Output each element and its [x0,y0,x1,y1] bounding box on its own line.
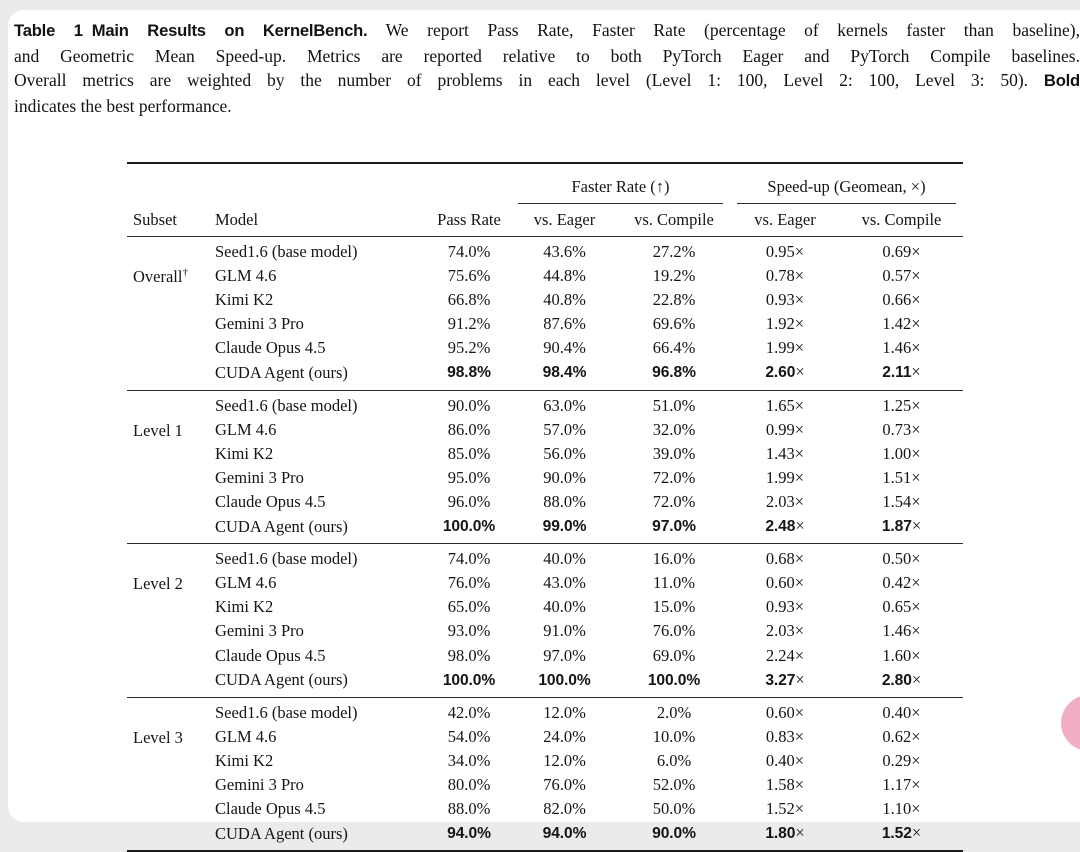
value-cell-speedup-vs-compile: 0.65× [882,597,921,617]
table-row [127,442,963,466]
table-row [127,644,963,668]
value-cell-faster-vs-compile: 16.0% [652,549,696,569]
table-row [127,466,963,490]
caption-line [14,18,1080,44]
value-cell-pass-rate: 42.0% [447,702,491,722]
column-header-row [127,204,963,237]
value-cell-faster-vs-compile: 66.4% [652,338,696,358]
value-cell-faster-vs-compile: 72.0% [652,491,696,511]
value-cell-faster-vs-compile: 97.0% [652,518,696,536]
value-cell-speedup-vs-compile: 1.25× [882,395,921,415]
value-cell-pass-rate: 94.0% [447,825,491,843]
value-cell-faster-vs-compile: 69.6% [652,314,696,334]
value-cell-speedup-vs-eager: 2.03× [765,491,805,511]
value-cell-faster-vs-eager: 99.0% [542,518,587,536]
table-row [127,237,963,265]
value-cell-pass-rate: 96.0% [447,491,491,511]
model-cell: Claude Opus 4.5 [215,338,326,358]
model-cell: GLM 4.6 [215,419,277,439]
value-cell-faster-vs-eager: 87.6% [543,314,586,334]
value-cell-speedup-vs-eager: 1.99× [765,338,805,358]
value-cell-faster-vs-eager: 82.0% [543,799,586,819]
model-cell: Seed1.6 (base model) [215,395,358,415]
value-cell-faster-vs-eager: 43.6% [543,242,586,261]
table-row [127,773,963,797]
caption-line [14,94,1080,119]
value-cell-speedup-vs-eager: 0.68× [765,549,805,569]
value-cell-faster-vs-compile: 90.0% [652,825,696,843]
value-cell-faster-vs-compile: 52.0% [652,774,696,794]
value-cell-faster-vs-compile: 2.0% [656,702,692,722]
value-cell-pass-rate: 100.0% [442,518,496,536]
table-row [127,595,963,619]
value-cell-speedup-vs-eager: 0.78× [765,266,805,286]
value-cell-pass-rate: 74.0% [447,242,491,261]
value-cell-speedup-vs-compile: 1.52× [881,823,922,843]
value-cell-speedup-vs-eager: 0.83× [765,726,805,746]
value-cell-speedup-vs-eager: 0.40× [765,750,805,770]
value-cell-speedup-vs-compile: 0.73× [882,419,921,439]
value-cell-speedup-vs-eager: 0.93× [765,290,805,310]
column-header-speedup-vs-compile: vs. Compile [840,204,963,237]
subset-block-level-3 [127,697,963,851]
model-cell: Kimi K2 [215,443,274,463]
model-cell: CUDA Agent (ours) [215,516,348,536]
value-cell-pass-rate: 34.0% [447,750,491,770]
model-cell: CUDA Agent (ours) [215,823,348,843]
value-cell-faster-vs-eager: 90.4% [543,338,586,358]
value-cell-faster-vs-eager: 90.0% [543,467,586,487]
value-cell-faster-vs-eager: 40.0% [543,549,586,569]
model-cell: Seed1.6 (base model) [215,702,358,722]
value-cell-speedup-vs-eager: 0.99× [765,419,805,439]
table-row [127,514,963,544]
value-cell-speedup-vs-eager: 2.48× [765,516,805,536]
value-cell-faster-vs-eager: 88.0% [543,491,586,511]
caption-text: We report Pass Rate, Faster Rate (percentage of kernels faster than baseline), [367,20,1080,40]
subset-cell: Overall† [133,266,188,286]
value-cell-faster-vs-compile: 11.0% [652,573,695,593]
value-cell-pass-rate: 98.8% [447,364,491,382]
value-cell-pass-rate: 76.0% [447,573,491,593]
value-cell-speedup-vs-compile: 1.46× [882,338,921,358]
value-cell-faster-vs-eager: 12.0% [543,750,586,770]
table-row [127,797,963,821]
column-header-faster-vs-eager: vs. Eager [511,204,618,237]
column-header-faster-vs-compile: vs. Compile [618,204,730,237]
value-cell-faster-vs-compile: 27.2% [652,242,696,261]
model-cell: Gemini 3 Pro [215,621,304,641]
table-row [127,390,963,418]
value-cell-faster-vs-compile: 76.0% [652,621,696,641]
table-row [127,312,963,336]
column-header-speedup-vs-eager: vs. Eager [730,204,840,237]
model-cell: Gemini 3 Pro [215,314,304,334]
value-cell-speedup-vs-compile: 0.29× [882,750,921,770]
value-cell-pass-rate: 90.0% [447,395,491,415]
value-cell-speedup-vs-eager: 1.80× [765,823,805,843]
value-cell-speedup-vs-eager: 0.60× [765,702,805,722]
table-row [127,544,963,572]
value-cell-pass-rate: 65.0% [447,597,491,617]
value-cell-speedup-vs-compile: 0.40× [882,702,921,722]
value-cell-pass-rate: 93.0% [447,621,491,641]
group-header-spacer [127,163,511,204]
value-cell-speedup-vs-eager: 2.24× [765,645,805,665]
value-cell-pass-rate: 86.0% [447,419,491,439]
value-cell-speedup-vs-compile: 1.10× [882,799,921,819]
subset-block-level-2 [127,544,963,698]
value-cell-pass-rate: 66.8% [447,290,491,310]
table-row [127,571,963,595]
model-cell: CUDA Agent (ours) [215,670,348,690]
value-cell-speedup-vs-compile: 1.51× [882,467,921,487]
group-header: Faster Rate (↑) [511,163,730,204]
value-cell-pass-rate: 85.0% [447,443,491,463]
model-cell: Kimi K2 [215,290,274,310]
table-row [127,619,963,643]
table-row [127,264,963,288]
table-row [127,668,963,698]
value-cell-faster-vs-compile: 51.0% [652,395,696,415]
caption-bold-text: Table 1 [14,21,83,40]
value-cell-speedup-vs-compile: 0.57× [882,266,921,286]
value-cell-faster-vs-eager: 40.0% [543,597,586,617]
value-cell-speedup-vs-compile: 1.54× [882,491,921,511]
value-cell-speedup-vs-eager: 0.95× [765,242,805,261]
caption-text: Overall metrics are weighted by the number of problems in each level (Level 1: 100, Level 2: 100, Level 3: 50). [14,70,1044,91]
value-cell-speedup-vs-eager: 1.99× [765,467,805,487]
value-cell-faster-vs-eager: 43.0% [543,573,586,593]
value-cell-faster-vs-eager: 40.8% [543,290,586,310]
value-cell-speedup-vs-compile: 0.42× [882,573,921,593]
model-cell: CUDA Agent (ours) [215,362,348,382]
value-cell-speedup-vs-eager: 1.52× [765,799,805,819]
value-cell-speedup-vs-compile: 0.50× [882,549,921,569]
model-cell: Gemini 3 Pro [215,467,304,487]
value-cell-speedup-vs-eager: 3.27× [765,669,805,689]
value-cell-speedup-vs-eager: 1.65× [765,395,805,415]
table-row [127,418,963,442]
caption-text: and Geometric Mean Speed-up. Metrics are reported relative to both PyTorch Eager and PyTorch Compile baselines. [14,45,1080,66]
table-row [127,749,963,773]
value-cell-faster-vs-eager: 100.0% [538,671,591,689]
value-cell-faster-vs-eager: 91.0% [543,621,586,641]
value-cell-faster-vs-compile: 72.0% [652,467,696,487]
value-cell-pass-rate: 80.0% [447,774,491,794]
subset-block-level-1 [127,390,963,544]
value-cell-pass-rate: 91.2% [447,314,491,334]
value-cell-speedup-vs-eager: 1.58× [765,774,805,794]
caption-line [14,44,1080,69]
value-cell-faster-vs-eager: 94.0% [542,825,587,843]
value-cell-speedup-vs-compile: 1.60× [882,645,921,665]
model-cell: Claude Opus 4.5 [215,645,326,665]
value-cell-faster-vs-compile: 100.0% [647,671,701,689]
group-header-row [127,163,963,204]
subset-cell: Level 3 [133,727,183,747]
value-cell-speedup-vs-compile: 2.80× [881,669,922,689]
value-cell-speedup-vs-eager: 1.43× [765,443,805,463]
value-cell-speedup-vs-eager: 1.92× [765,314,805,334]
model-cell: Claude Opus 4.5 [215,491,326,511]
subset-block-overall [127,237,963,391]
value-cell-faster-vs-eager: 63.0% [543,395,586,415]
value-cell-speedup-vs-compile: 0.62× [882,726,921,746]
results-table [127,162,963,852]
group-header: Speed-up (Geomean, ×) [730,163,963,204]
value-cell-faster-vs-compile: 6.0% [656,750,692,770]
table-row [127,821,963,851]
table-row [127,336,963,360]
table-row [127,360,963,390]
subset-cell: Level 2 [133,574,183,594]
value-cell-faster-vs-compile: 50.0% [652,799,696,819]
model-cell: Kimi K2 [215,750,274,770]
value-cell-pass-rate: 95.2% [447,338,491,358]
value-cell-faster-vs-compile: 39.0% [652,443,696,463]
caption-bold-text: Main Results on KernelBench. [91,21,368,40]
value-cell-speedup-vs-compile: 0.66× [882,290,921,310]
value-cell-faster-vs-compile: 15.0% [652,597,696,617]
value-cell-pass-rate: 75.6% [447,266,491,286]
caption-line [14,68,1080,94]
model-cell: GLM 4.6 [215,726,277,746]
table-caption [14,18,1080,118]
model-cell: Claude Opus 4.5 [215,799,326,819]
model-cell: GLM 4.6 [215,573,277,593]
caption-bold-text: Bold [1043,71,1080,91]
value-cell-speedup-vs-compile: 0.69× [882,242,921,261]
value-cell-speedup-vs-eager: 0.60× [765,573,805,593]
model-cell: Kimi K2 [215,597,274,617]
document-page [8,10,1080,843]
column-header-pass-rate: Pass Rate [427,204,511,237]
value-cell-speedup-vs-eager: 2.03× [765,621,805,641]
value-cell-faster-vs-compile: 32.0% [652,419,696,439]
column-header-subset: Subset [127,204,215,237]
value-cell-faster-vs-compile: 22.8% [652,290,696,310]
value-cell-speedup-vs-compile: 2.11× [882,362,921,382]
value-cell-faster-vs-eager: 57.0% [543,419,586,439]
table-row [127,490,963,514]
table-row [127,697,963,725]
value-cell-faster-vs-eager: 76.0% [543,774,586,794]
model-cell: Gemini 3 Pro [215,774,304,794]
table-row [127,725,963,749]
model-cell: Seed1.6 (base model) [215,549,358,569]
value-cell-faster-vs-eager: 97.0% [543,645,586,665]
value-cell-faster-vs-compile: 19.2% [652,266,696,286]
value-cell-speedup-vs-compile: 1.17× [882,774,921,794]
value-cell-faster-vs-eager: 98.4% [542,364,587,382]
model-cell: GLM 4.6 [215,266,277,286]
value-cell-pass-rate: 88.0% [447,799,491,819]
value-cell-faster-vs-eager: 56.0% [543,443,586,463]
value-cell-pass-rate: 95.0% [447,467,491,487]
table-row [127,288,963,312]
value-cell-speedup-vs-compile: 1.00× [882,443,921,463]
column-header-model: Model [215,204,427,237]
value-cell-pass-rate: 74.0% [447,549,491,569]
value-cell-speedup-vs-compile: 1.87× [881,516,922,536]
value-cell-speedup-vs-eager: 0.93× [765,597,805,617]
value-cell-faster-vs-compile: 69.0% [652,645,696,665]
value-cell-pass-rate: 54.0% [447,726,491,746]
value-cell-faster-vs-eager: 24.0% [543,726,586,746]
value-cell-speedup-vs-eager: 2.60× [765,362,805,382]
value-cell-faster-vs-eager: 12.0% [543,702,586,722]
model-cell: Seed1.6 (base model) [215,242,358,261]
value-cell-faster-vs-compile: 96.8% [652,364,696,382]
subset-cell: Level 1 [133,420,183,440]
caption-text: indicates the best performance. [14,95,232,116]
value-cell-speedup-vs-compile: 1.42× [882,314,921,334]
value-cell-speedup-vs-compile: 1.46× [882,621,921,641]
value-cell-faster-vs-compile: 10.0% [652,726,696,746]
dagger-footnote-mark: † [182,266,188,279]
value-cell-pass-rate: 98.0% [447,645,491,665]
value-cell-pass-rate: 100.0% [442,671,496,689]
value-cell-faster-vs-eager: 44.8% [543,266,586,286]
